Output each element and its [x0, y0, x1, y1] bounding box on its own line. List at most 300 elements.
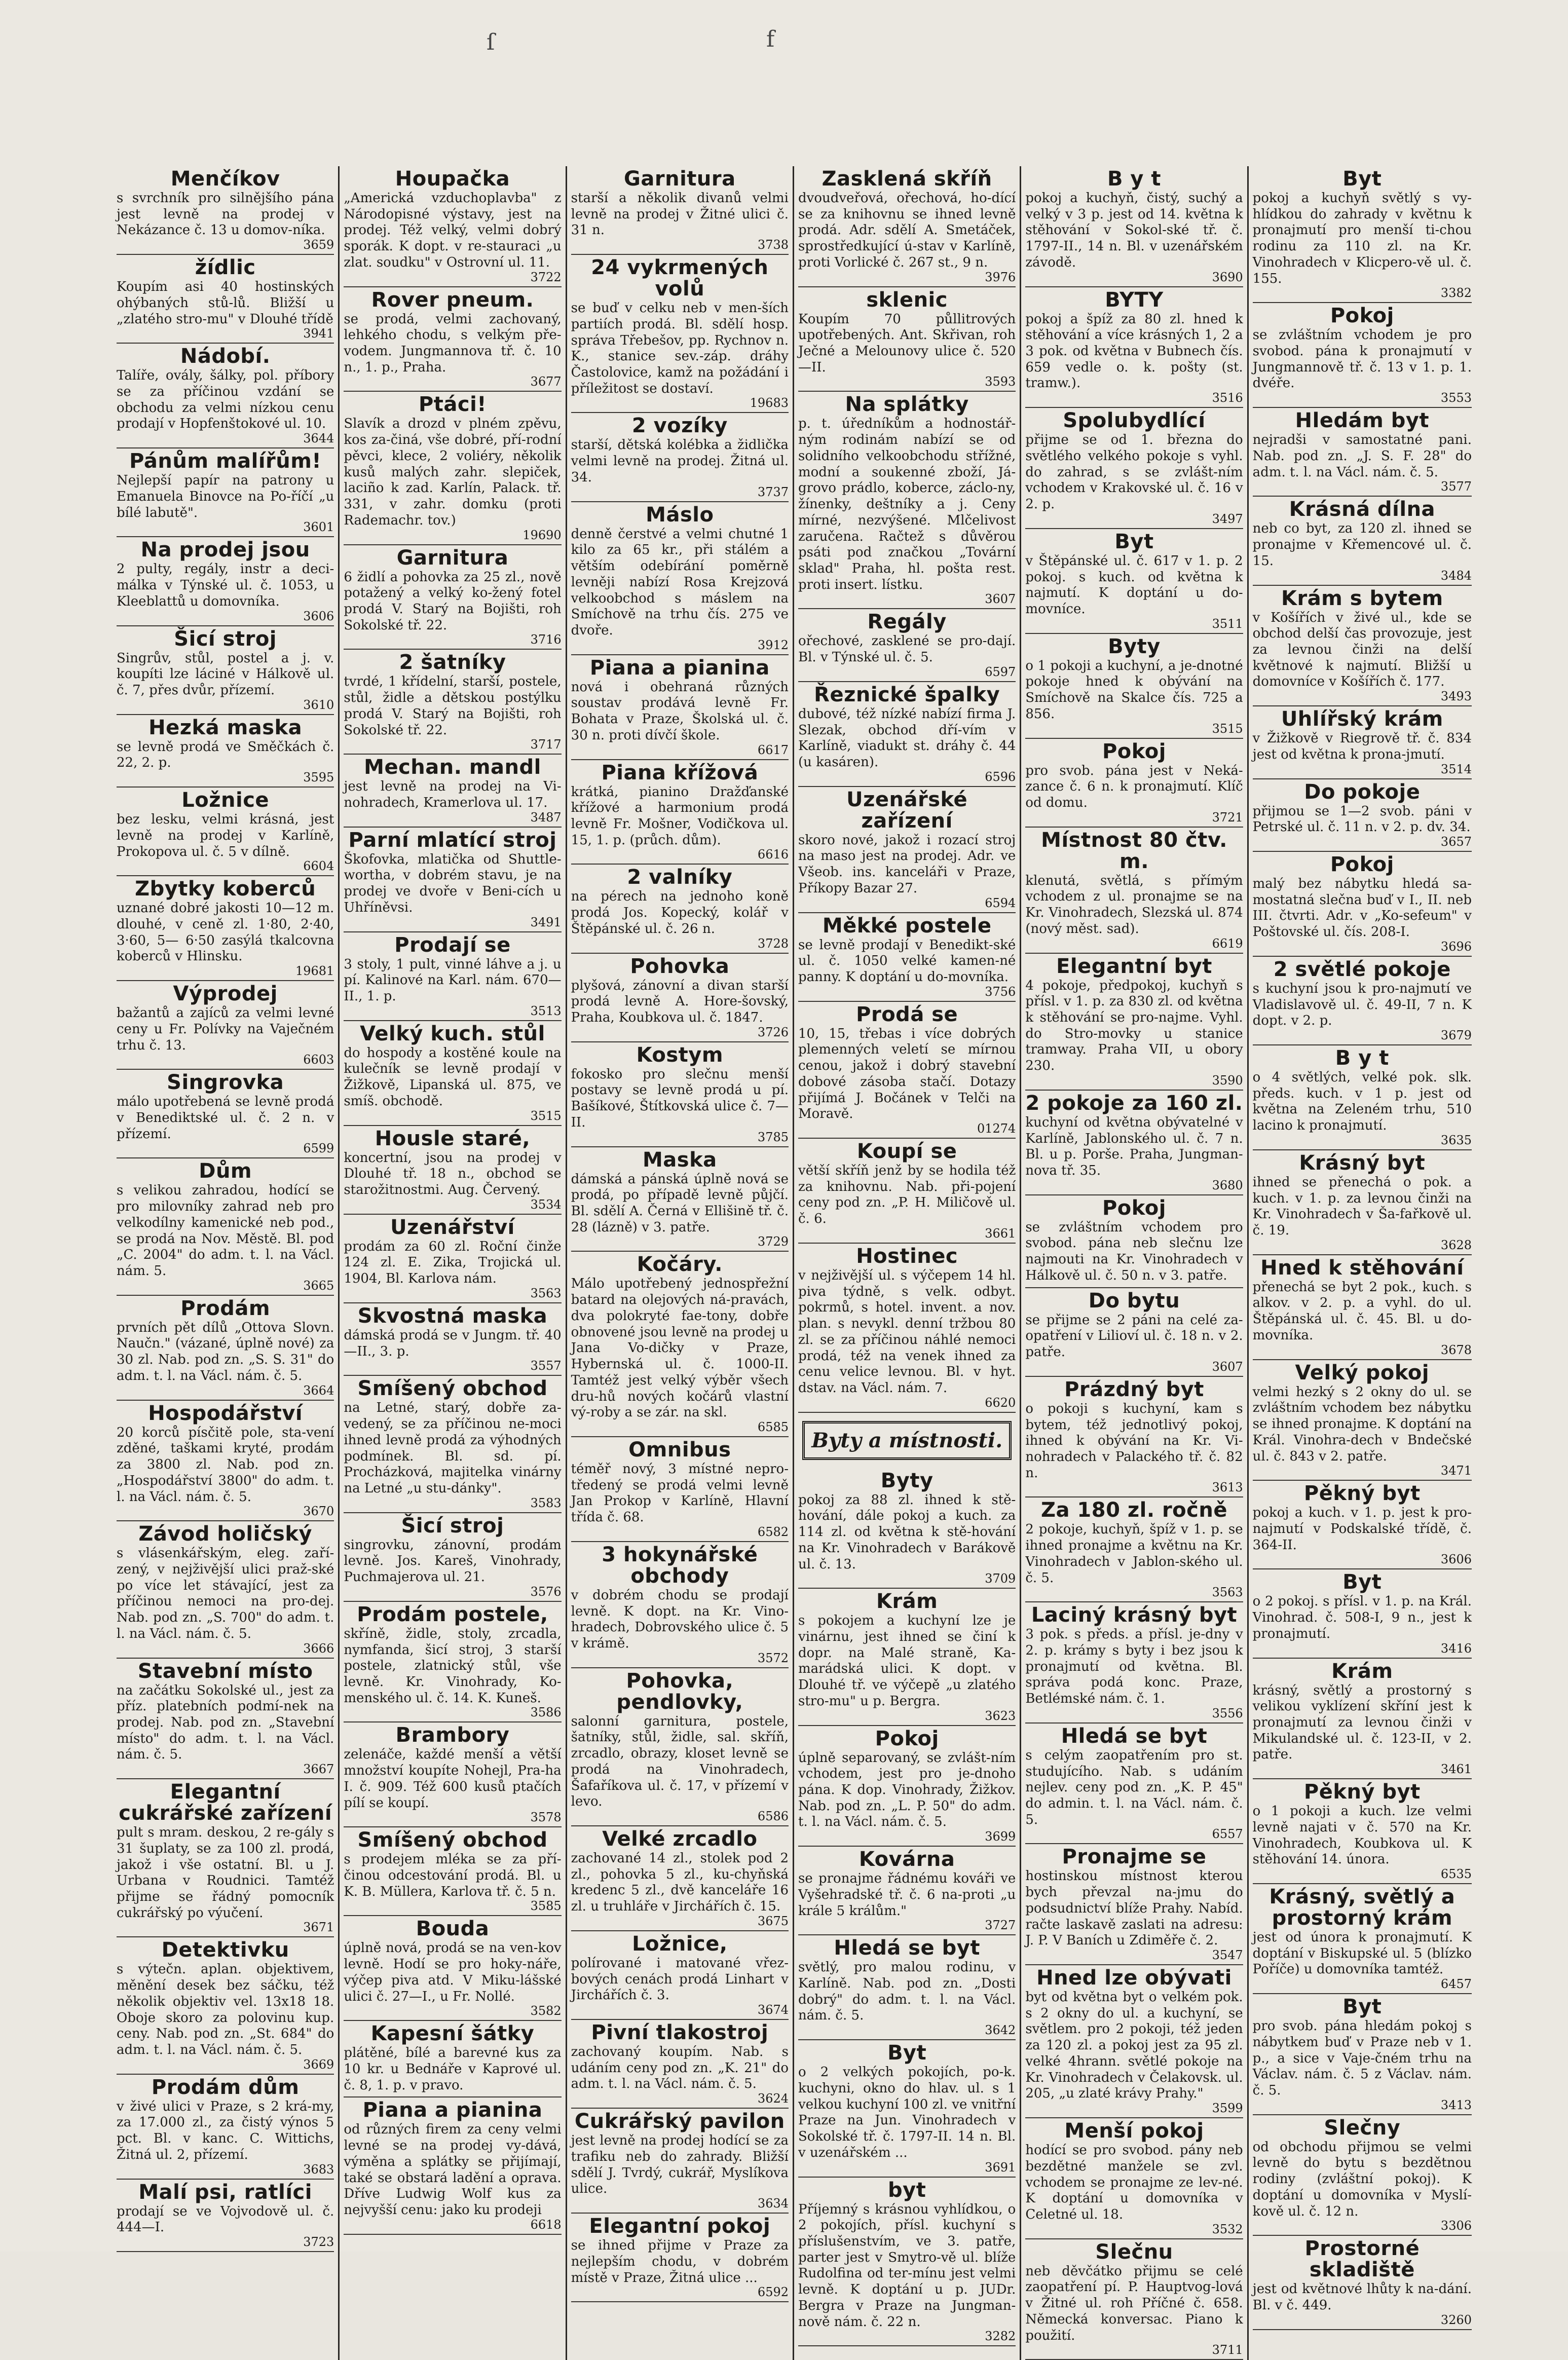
ad-number: 3514	[1440, 762, 1472, 776]
ad-title: Hned k stěhování	[1260, 1256, 1464, 1280]
ad-number: 3306	[1440, 2219, 1472, 2233]
ad-body: pro svob. pána jest v Neká-zance č. 6 n. k pronajmutí. Klíč od domu.	[1025, 763, 1243, 810]
ad-number: 3623	[985, 1708, 1016, 1723]
ad-number: 3572	[757, 1651, 789, 1665]
ad-number: 3484	[1440, 568, 1472, 583]
ad-body: o pokoji s kuchyní, kam s bytem, též jednotlivý pokoj, ihned k obývání na Kr. Vi-nohradech v Palackého tř. č. 82 n.	[1025, 1401, 1243, 1481]
ad-body: pult s mram. deskou, 2 re-gály s 31 šuplaty, se za 100 zl. prodá, jakož i vše ostatní. Bl. u J. Urbana v Roudnici. Tamtéž přijme se řádný pomocník cukrářský po výučení.	[117, 1825, 334, 1921]
classified-ad	[344, 1916, 561, 2021]
ad-title: Garnitura	[624, 167, 736, 191]
classified-ad	[117, 876, 334, 981]
ad-title: Zasklená skříň	[822, 167, 992, 191]
ad-body: dámská a pánská úplně nová se prodá, po případě levně půjčí. Bl. sdělí A. Černá v Ellišině tř. č. 28 (lázně) v 3. patře.	[571, 1171, 789, 1235]
ad-title: Houpačka	[395, 167, 510, 191]
classified-ad	[1025, 408, 1243, 529]
edge-mark-left: ſ	[487, 29, 495, 55]
ad-body: se pronajme řádnému kováři ve Vyšehradské tř. č. 6 na-proti „u krále 5 králům."	[798, 1871, 1016, 1919]
ad-body: nová i obehraná různých soustav prodává levně Fr. Bohata v Praze, Školská ul. č. 30 n. proti dívčí škole.	[571, 679, 789, 743]
column-2	[340, 166, 567, 2360]
ad-title: Kočáry.	[637, 1253, 723, 1277]
ad-title: Řeznické špalky	[814, 683, 1000, 706]
ad-title: Do bytu	[1088, 1289, 1180, 1313]
ad-number: 3607	[985, 592, 1016, 607]
ad-number: 3491	[530, 915, 562, 929]
classified-ad	[344, 755, 561, 827]
ad-title: Prodám postele,	[357, 1602, 548, 1626]
ad-title: 2 valníky	[627, 866, 733, 889]
ad-body: s velikou zahradou, hodící se pro milovníky zahrad neb pro velkodílny kamenické neb pod., se prodá na Nov. Městě. Bl. pod „C. 2004" do adm. t. l. na Václ. nám. 5.	[117, 1183, 334, 1279]
classified-ad	[344, 1722, 561, 1827]
ad-body: v živé ulici v Praze, s 2 krá-my, za 17.000 zl., za čistý výnos 5 pct. Bl. v kanc. C. Wittichs, Žitná ul. 2, přízemí.	[117, 2099, 334, 2162]
classified-ad	[344, 287, 561, 392]
ad-title: Pokoj	[875, 1727, 939, 1750]
ad-body: pokoj a špíž za 80 zl. hned k stěhování a více krásných 1, 2 a 3 pok. od května v Bubnech čís. 659 vedle o. k. pošty (st. tramw.).	[1025, 311, 1243, 391]
ad-title: Pěkný byt	[1303, 1780, 1421, 1804]
column-6	[1249, 166, 1476, 2360]
ad-title: Krásný, světlý a prostorný krám	[1269, 1885, 1455, 1930]
ad-body: v Košířích v živé ul., kde se obchod delší čas provozuje, jest za levnou činži na delší květnové k najmutí. Bližší u domovníce v Košířích č. 177.	[1252, 610, 1472, 690]
ad-number: 3723	[303, 2235, 334, 2250]
classified-ad	[1025, 287, 1243, 408]
classified-ad	[798, 1935, 1016, 2040]
ad-title: Velký kuch. stůl	[360, 1022, 545, 1045]
ad-number: 3578	[530, 1810, 562, 1825]
ad-number: 6592	[757, 2285, 789, 2300]
ad-number: 3659	[303, 238, 334, 252]
ad-title: Byty	[880, 1469, 934, 1492]
classified-ad	[117, 1296, 334, 1401]
ad-number: 3690	[1212, 270, 1243, 284]
column-3	[567, 166, 794, 2360]
ad-body: o 2 velkých pokojích, po-k. kuchyni, okno do hlav. ul. s 1 velkou kuchyní 100 zl. ve vnitřní Praze na Jun. Vinohradech v Sokolské tř. č. 1797-II. 14 n. Bl. v uzenářském ...	[798, 2065, 1016, 2160]
ad-body: Koupím 70 půllitrových upotřebených. Ant. Skřivan, roh Ječné a Melounovy ulice č. 520—II.	[798, 311, 1016, 375]
classified-ad	[1253, 303, 1472, 408]
ad-body: velmi hezký s 2 okny do ul. se zvláštním vchodem bez nábytku se ihned pronajme. K doptání na Král. Vinohra-dech v Bndečské ul. č. 843 v 2. patře.	[1252, 1384, 1472, 1464]
ad-number: 3669	[303, 2057, 334, 2072]
ad-body: malý bez nábytku hledá sa-mostatná slečna buď v I., II. neb III. čtvrti. Adr. v „Ko-sefeum" v Poštovské ul. čís. 208-I.	[1252, 876, 1472, 940]
ad-body: s kuchyní jsou k pro-najmutí ve Vladislavově ul. č. 49-II, 7 n. K dopt. v 2. p.	[1252, 981, 1472, 1029]
ad-body: o 2 pokoj. s přísl. v 1. p. na Král. Vinohrad. č. 508-I, 9 n., jest k pronajmutí.	[1252, 1594, 1472, 1641]
column-4	[794, 166, 1021, 2360]
ad-body: bez lesku, velmi krásná, jest levně na prodej v Karlíně, Prokopova ul. č. 5 v dílně.	[117, 812, 334, 859]
classified-ad	[1253, 1779, 1472, 1884]
ad-body: prvních pět dílů „Ottova Slovn. Naučn." (vázané, úplně nové) za 30 zl. Nab. pod zn. „S. S. 31" do adm. t. l. na Václ. nám. č. 5.	[117, 1320, 334, 1383]
ad-title: B y t	[1107, 167, 1162, 191]
ad-body: 4 pokoje, předpokoj, kuchyň s přísl. v 1. p. za 830 zl. od května k stěhování se pro-najme. Vyhl. do Stro-movky u stanice tramway. Praha VII, u obory 230.	[1025, 978, 1243, 1074]
classified-ad	[117, 1779, 334, 1937]
classified-ad	[571, 2214, 789, 2302]
ad-title: Elegantní cukrářské zařízení	[119, 1780, 332, 1825]
classified-ad	[798, 787, 1016, 913]
classified-ad	[1025, 1724, 1243, 1845]
ad-number: 3563	[1212, 1585, 1243, 1600]
classified-ad	[344, 166, 561, 287]
ad-number: 6620	[985, 1395, 1016, 1410]
classified-ad	[117, 255, 334, 344]
ad-title: Byt	[1114, 530, 1154, 553]
ad-number: 3563	[530, 1286, 562, 1300]
ad-title: Hledám byt	[1295, 409, 1430, 433]
ad-title: BYTY	[1105, 288, 1164, 312]
classified-ad	[571, 954, 789, 1042]
ad-title: 2 světlé pokoje	[1273, 957, 1451, 981]
ad-body: úplně nová, prodá se na ven-kov levně. Hodí se pro hoky-náře, výčep piva atd. V Miku-lášské ulici č. 27—I., u Fr. Nollé.	[344, 1940, 562, 2004]
ad-number: 3601	[303, 520, 334, 535]
ad-number: 3721	[1212, 810, 1243, 825]
ad-body: hostinskou místnost kterou bych převzal na-jmu do podsudnictví blíže Prahy. Nabíd. račte laskavě zaslati na adresu: J. P. V Baních u Zdiměře č. 2.	[1025, 1868, 1243, 1949]
ad-title: 2 vozíky	[631, 414, 728, 438]
ad-number: 3585	[530, 1899, 562, 1914]
ad-title: Parní mlatící stroj	[348, 828, 557, 852]
section-banner: Byty a místnosti.	[802, 1421, 1012, 1460]
ad-number: 3610	[303, 697, 334, 712]
ad-title: Kostym	[636, 1043, 724, 1067]
classified-ad	[571, 760, 789, 865]
ad-title: Slečny	[1324, 2116, 1401, 2140]
ad-number: 3583	[530, 1495, 562, 1510]
classified-ad	[1253, 1255, 1472, 1360]
ad-body: se levně prodají v Benedikt-ské ul. č. 1050 velké kamen-né panny. K doptání u do-movníka.	[798, 937, 1016, 985]
classified-ad	[571, 166, 789, 255]
ad-title: Na splátky	[845, 393, 969, 417]
ad-number: 3599	[1212, 2101, 1243, 2116]
ad-body: se levně prodá ve Směčkách č. 22, 2. p.	[117, 739, 334, 771]
ad-number: 3683	[303, 2162, 334, 2177]
classified-ad	[1253, 166, 1472, 303]
ad-title: Cukrářský pavilon	[574, 2110, 785, 2133]
ad-body: tvrdé, 1 křídelní, starší, postele, stůl, židle a dětskou postýlku prodá V. Starý na Bojišti, roh Sokolské tř. 22.	[344, 674, 562, 738]
ad-number: 3679	[1440, 1028, 1472, 1042]
ad-title: Smíšený obchod	[357, 1828, 548, 1852]
ad-body: „Americká vzduchoplavba" z Národopisné výstavy, jest na prodej. Též velký, velmi dobrý sporák. K dopt. v re-stauraci „u zlat. soudku" v Ostrovní ul. 11.	[344, 191, 562, 270]
classified-ad	[1025, 1195, 1243, 1288]
classified-ad	[571, 2020, 789, 2109]
ad-number: 3515	[530, 1108, 562, 1123]
ad-number: 3680	[1212, 1178, 1243, 1192]
ad-body: krásný, světlý a prostorný s velikou vyklízení skříní jest k pronajmutí za levnou činži v Mikulandské ul. č. 123-II, v 2. patře.	[1252, 1682, 1472, 1763]
ad-number: 3726	[757, 1025, 789, 1039]
ad-number: 3729	[757, 1234, 789, 1249]
ad-title: Regály	[867, 610, 947, 634]
ad-title: Byty	[1108, 634, 1161, 658]
classified-ad	[571, 255, 789, 413]
classified-ad	[571, 502, 789, 655]
ad-body: kuchyní od května obývatelné v Karlíně, Jablonského ul. č. 7 n. Bl. u p. Porše. Praha, Jungman-nova tř. 35.	[1025, 1114, 1243, 1179]
ad-number: 3644	[303, 431, 334, 446]
ad-body: prodám za 60 zl. Roční činže 124 zl. E. Zika, Trojická ul. 1904, Bl. Karlova nám.	[344, 1239, 562, 1287]
ad-number: 19690	[522, 528, 562, 542]
classified-ad	[798, 609, 1016, 682]
ad-title: Hledá se byt	[834, 1936, 980, 1960]
ad-body: přijmou se 1—2 svob. páni v Petrské ul. č. 11 n. v 2. p. dv. 34.	[1252, 803, 1472, 835]
ad-title: 2 šatníky	[399, 651, 506, 675]
ad-number: 3461	[1440, 1762, 1472, 1777]
ad-number: 6594	[985, 895, 1016, 910]
ad-body: pro svob. pána hledám pokoj s nábytkem buď v Praze neb v 1. p., a sice v Vaje-čném trhu na Václav. nám. č. 5 z Václav. nám. č. 5.	[1252, 2018, 1472, 2099]
ad-body: skoro nové, jakož i rozací stroj na maso jest na prodej. Adr. ve Všeob. ins. kanceláři v Praze, Příkopy Bazar 27.	[798, 832, 1016, 896]
ad-body: přenechá se byt 2 pok., kuch. s alkov. v 2. p. a vyhl. do ul. Štěpánská ul. č. 45. Bl. u do-movníka.	[1252, 1279, 1472, 1343]
classified-ad	[1025, 1377, 1243, 1498]
ad-body: salonní garnitura, postele, šatníky, stůl, židle, sal. skříň, zrcadlo, obrazy, kloset levně se prodá na Vinohradech, Šafaříkova ul. č. 17, v přízemí v levo.	[571, 1713, 789, 1810]
ad-body: krátká, pianino Dražďanské křížové a harmonium prodá levně Fr. Mošner, Vodičkova ul. 15, 1. p. (průch. dům).	[571, 784, 789, 848]
ad-body: koncertní, jsou na prodej v Dlouhé tř. 18 n., obchod se starožitnostmi. Aug. Červený.	[344, 1150, 562, 1198]
ad-body: Škofovka, mlatička od Shuttle-wortha, v dobrém stavu, je na prodej ve dvoře v Beni-cích u Uhříněvsi.	[344, 851, 562, 915]
ad-title: Ložnice,	[632, 1932, 728, 1956]
ad-title: Laciný krásný byt	[1031, 1603, 1238, 1627]
ad-title: Pivní tlakostroj	[591, 2021, 769, 2045]
classified-ad	[1025, 1965, 1243, 2118]
classified-ad	[571, 1542, 789, 1668]
ad-number: 6582	[757, 1524, 789, 1539]
ad-number: 6596	[985, 769, 1016, 784]
classified-ad	[117, 2180, 334, 2252]
classified-ad	[1253, 1360, 1472, 1481]
classified-ad	[798, 1589, 1016, 1726]
ad-title: B y t	[1335, 1046, 1389, 1070]
ad-number: 3582	[530, 2004, 562, 2018]
ad-title: Omnibus	[628, 1438, 731, 1462]
classified-ad	[344, 650, 561, 755]
classified-ad	[798, 1002, 1016, 1139]
classified-ad	[571, 1252, 789, 1437]
ad-title: Šicí stroj	[401, 1514, 504, 1538]
classified-ad	[117, 1401, 334, 1522]
ad-body: neb děvčátko přijmu se celé zaopatření pí. P. Hauptvog-lová v Žitné ul. roh Příčné č. 658. Německá konversac. Piano k použití.	[1025, 2263, 1243, 2343]
ad-body: se ihned přijme v Praze za nejlepším chodu, v dobrém místě v Praze, Žitná ulice ...	[571, 2238, 789, 2286]
ad-body: bažantů a zajíců za velmi levné ceny u Fr. Polívky na Vaječném trhu č. 13.	[117, 1005, 334, 1053]
ad-body: na Letné, starý, dobře za-vedený, se za příčinou ne-moci ihned levně prodá za výhodných podmínek. Bl. sd. pí. Procházková, majitelka vinárny na Letné „u stu-dánky".	[344, 1400, 562, 1496]
ad-number: 19683	[750, 396, 789, 410]
ad-title: Pronajme se	[1062, 1845, 1207, 1869]
ad-title: Měkké postele	[822, 914, 992, 938]
classified-ad	[1025, 1497, 1243, 1602]
ad-body: plyšová, zánovní a divan starší prodá levně A. Hore-šovský, Praha, Koubkova ul. č. 1847.	[571, 978, 789, 1025]
ad-title: Housle staré,	[375, 1127, 531, 1150]
classified-ad	[1025, 634, 1243, 739]
ad-number: 3699	[985, 1829, 1016, 1844]
ad-body: starší, dětská kolébka a židlička velmi levně na prodej. Žitná ul. 34.	[571, 437, 789, 485]
ad-body: úplně separovaný, se zvlášt-ním vchodem, jest pro je-dnoho pána. K dop. Vinohrady, Žižkov. Nab. pod zn. „L. P. 50" do adm. t. l. na Václ. nám. č. 5.	[798, 1750, 1016, 1830]
ad-title: Výprodej	[173, 982, 278, 1006]
ad-title: Ložnice	[181, 789, 270, 812]
ad-number: 6586	[757, 1809, 789, 1823]
classified-ad	[344, 932, 561, 1021]
ad-title: Pohovka	[630, 954, 730, 978]
ad-body: s svrchník pro silnějšího pána jest levně na prodej v Nekázance č. 13 u domov-níka.	[117, 191, 334, 238]
classified-ad	[1025, 1602, 1243, 1724]
ad-title: Prázdný byt	[1064, 1377, 1204, 1401]
ad-title: Hezká maska	[148, 716, 303, 739]
ad-number: 6457	[1440, 1977, 1472, 1992]
ad-number: 3593	[985, 374, 1016, 389]
ad-body: Koupím asi 40 hostinských ohýbaných stů-lů. Bližší u „zlatého stro-mu" v Dlouhé třídě	[117, 279, 334, 327]
ad-title: Pokoj	[1330, 304, 1394, 328]
ad-number: 3515	[1212, 721, 1243, 736]
ad-body: p. t. úředníkům a hodnostář-ným rodinám nabízí se od solidního velkoobchodu střížné, modní a soukenné zboží, Já-grovo prádlo, koberce, záclo-ny, žínenky, deštníky a j. Ceny mírné, nezvýšené. Mlčelivost zaručena. Račtež s důvěrou psáti pod značkou „Tovární sklad" Praha, hl. pošta rest. proti insert. lístku.	[798, 416, 1016, 592]
ad-title: Piana a pianina	[589, 656, 770, 680]
ad-number: 3607	[1212, 1359, 1243, 1374]
ad-number: 3727	[985, 1918, 1016, 1933]
ad-number: 3976	[985, 270, 1016, 284]
classified-ad	[344, 1215, 561, 1303]
ad-title: Mechan. mandl	[364, 756, 541, 779]
ad-body: prodají se ve Vojvodově ul. č. 444—I.	[117, 2203, 334, 2235]
classified-ad	[798, 287, 1016, 392]
ad-number: 3756	[985, 984, 1016, 999]
classified-ad	[117, 344, 334, 448]
ad-number: 6618	[530, 2217, 562, 2232]
classified-ad	[344, 1513, 561, 1602]
ad-body: Málo upotřebený jednospřežní batard na olejových ná-pravách, dva polokryté fae-tony, dobře obnovené jsou levně na prodej u Jana Vo-dičky v Praze, Hybernská ul. č. 1000-II. Tamtéž jest velký výběr všech dru-hů nových kočárů vlastní vý-roby a se zár. na skl.	[571, 1276, 789, 1420]
ad-title: Pěkný byt	[1303, 1482, 1421, 1506]
ad-number: 3576	[530, 1584, 562, 1599]
ad-title: 2 pokoje za 160 zl.	[1025, 1091, 1243, 1115]
classified-ad	[798, 1468, 1016, 1589]
ad-title: Piana křížová	[601, 761, 759, 784]
ad-number: 3674	[757, 2003, 789, 2017]
ad-body: pokoj a kuchyň světlý s vy-hlídkou do zahrady v květnu k pronajmutí pro menší ti-chou rodinu za 110 zl. na Kr. Vinohradech v Klicpero-vě ul. č. 155.	[1252, 191, 1472, 286]
ad-body: o 4 světlých, velké pok. slk. předs. kuch. v 1 p. jest od května na Zeleném trhu, 510 lacino k pronajmutí.	[1252, 1070, 1472, 1134]
ad-title: Pánům malířům!	[129, 449, 322, 473]
classified-ad	[344, 1376, 561, 1513]
ad-number: 3722	[530, 270, 562, 284]
ad-title: Rover pneum.	[371, 288, 534, 312]
ad-body: 2 pulty, regály, instr a deci-málka v Týnské ul. č. 1053, u Kleeblattů u domovníka.	[117, 561, 334, 609]
ad-number: 3606	[1440, 1552, 1472, 1567]
classified-ad	[1253, 852, 1472, 957]
ad-number: 3642	[985, 2023, 1016, 2038]
ad-body: 2 pokoje, kuchyň, špíž v 1. p. se ihned pronajme a květnu na Kr. Vinohradech v Jablon-ského ul. č. 5.	[1025, 1522, 1243, 1586]
ad-number: 3675	[757, 1914, 789, 1928]
ad-number: 3671	[303, 1920, 334, 1935]
classified-ad	[1025, 2239, 1243, 2360]
ad-title: Prodám dům	[151, 2075, 300, 2099]
ad-body: s celým zaopatřením pro st. studujícího. Nab. s udáním nejlev. ceny pod zn. „K. P. 45" do admin. t. l. na Václ. nám. č. 5.	[1025, 1747, 1243, 1827]
classified-ad	[798, 1139, 1016, 1244]
ad-title: Smíšený obchod	[357, 1377, 548, 1401]
ad-number: 3628	[1440, 1238, 1472, 1252]
ad-title: Pokoj	[1330, 852, 1394, 876]
classified-ad	[1025, 739, 1243, 828]
ad-number: 3661	[985, 1226, 1016, 1241]
classified-ad	[117, 1659, 334, 1780]
classified-ad	[571, 655, 789, 760]
classified-ad	[117, 2075, 334, 2180]
ad-title: Krám	[1331, 1659, 1393, 1683]
ad-title: Garnitura	[396, 546, 509, 570]
ad-title: Nádobí.	[180, 345, 271, 368]
ad-title: Dům	[199, 1159, 252, 1183]
classified-ad	[344, 828, 561, 932]
classified-ad	[344, 545, 561, 650]
ad-number: 3553	[1440, 391, 1472, 405]
ad-title: Hledá se byt	[1061, 1724, 1208, 1748]
ad-title: Krám s bytem	[1281, 586, 1443, 610]
ad-body: na začátku Sokolské ul., jest za příz. platebních podmí-nek na prodej. Nab. pod zn. „Stavební místo" do adm. t. l. na Václ. nám. č. 5.	[117, 1682, 334, 1763]
ad-body: Slavík a drozd v plném zpěvu, kos za-činá, vše dobré, pří-rodní pěvci, klece, 2 voliéry, několik kusů malých zahr. slepiček, laciño k zad. Karlín, Palack. tř. 331, v zahr. domku (proti Rademachr. tov.)	[344, 416, 562, 528]
ad-number: 3606	[303, 609, 334, 623]
ad-body: uznané dobré jakosti 10—12 m. dlouhé, v ceně zl. 1·80, 2·40, 3·60, 5— 6·50 zasýlá tkalcovna koberců v Hlinsku.	[117, 901, 334, 964]
ad-number: 3711	[1212, 2343, 1243, 2357]
classified-ad	[117, 166, 334, 255]
ad-body: 3 stoly, 1 pult, vinné láhve a j. u pí. Kalinové na Karl. nám. 670—II., 1. p.	[344, 956, 562, 1004]
ad-body: skříně, židle, stoly, zrcadla, nymfanda, šicí stroj, 3 starší postele, zlatnický stůl, vše levně. Kr. Vinohrady, Ko-menského ul. č. 14. K. Kuneš.	[344, 1626, 562, 1706]
classified-ad	[798, 913, 1016, 1002]
ad-number: 3728	[757, 936, 789, 951]
ad-body: od obchodu přijmou se velmi levně do bytu s bezdětnou rodiny (zvláštní pokoj). K doptání u domovníka v Myslí-kově ul. č. 12 n.	[1252, 2139, 1472, 2219]
ad-number: 3664	[303, 1383, 334, 1398]
classified-ad	[344, 1303, 561, 1376]
ad-title: Hospodářství	[148, 1401, 303, 1425]
ad-title: Velký pokoj	[1295, 1361, 1430, 1384]
ad-body: 3 pok. s předs. a přísl. je-dny v 2. p. krámy s byty i bez jsou k pronajmutí od května. Bl. správa podá konc. Praze, Betlémské nám. č. 1.	[1025, 1627, 1243, 1707]
ad-body: klenutá, světlá, s přímým vchodem z ul. pronajme se na Kr. Vinohradech, Slezská ul. 874 (nový měst. sad).	[1025, 873, 1243, 936]
ad-body: do hospody a kostěné koule na kulečník se levně prodají v Žižkově, Lipanská ul. 875, ve smíš. obchodě.	[344, 1045, 562, 1109]
ad-number: 3666	[303, 1641, 334, 1656]
ad-title: Uhlířský krám	[1281, 707, 1443, 731]
ad-number: 3282	[985, 2329, 1016, 2344]
classified-ad	[1025, 1091, 1243, 1195]
ad-body: v nejživější ul. s výčepem 14 hl. piva týdně, s velk. odbyt. pokrmů, s hotel. invent. a nov. plan. s nevykl. denní tržbou 80 zl. se za příčinou náhlé nemoci prodá, též na venek ihned za cenu velice levnou. Bl. v hyt. dstav. na Václ. nám. 7.	[798, 1267, 1016, 1396]
ad-body: dámská prodá se v Jungm. tř. 40—II., 3. p.	[344, 1327, 562, 1359]
ad-title: Prostorné skladiště	[1304, 2237, 1420, 2282]
ad-number: 3487	[530, 810, 562, 825]
classified-ad	[798, 166, 1016, 287]
ad-title: Krásná dílna	[1289, 498, 1436, 521]
classified-ad	[571, 1668, 789, 1826]
classified-ad	[1253, 1884, 1472, 1994]
classified-ad	[1253, 1481, 1472, 1569]
ad-body: se zvláštním vchodem pro svobod. pána neb slečnu lze najmouti na Kr. Vinohradech v Hálkově ul. č. 50 n. v 3. patře.	[1025, 1219, 1243, 1283]
classified-ad	[1253, 1659, 1472, 1780]
classified-ad	[1025, 828, 1243, 954]
ad-title: Ptáci!	[418, 393, 487, 417]
ad-body: se zvláštním vchodem je pro svobod. pána k pronajmutí v Jungmannově tř. č. 13 v 1. p. 1. dvéře.	[1252, 327, 1472, 391]
ad-title: Byt	[1342, 167, 1382, 191]
ad-title: Velké zrcadlo	[602, 1827, 758, 1851]
ad-body: o 1 pokoji a kuch. lze velmi levně najati v č. 570 na Kr. Vinohradech, Koubkova ul. K stěhování 14. února.	[1252, 1804, 1472, 1867]
ad-title: Malí psi, ratlíci	[138, 2180, 312, 2204]
classified-ad	[571, 1931, 789, 2020]
ad-title: Máslo	[646, 503, 714, 527]
ad-number: 3382	[1440, 286, 1472, 301]
ad-body: zelenáče, každé menší a větší množství koupíte Nohejl, Pra-ha I. č. 909. Též 600 kusů ptačích pílí se koupí.	[344, 1747, 562, 1811]
ad-body: jest od květnové lhůty k na-dání. Bl. v č. 449.	[1252, 2281, 1472, 2313]
ad-body: zachovaný koupím. Nab. s udáním ceny pod zn. „K. 21" do adm. t. l. na Václ. nám. č. 5.	[571, 2044, 789, 2092]
ad-number: 3737	[757, 484, 789, 499]
classified-ad	[1253, 497, 1472, 585]
ad-body: v Žižkově v Riegrově tř. č. 834 jest od května k prona-jmutí.	[1252, 731, 1472, 762]
ad-title: Piana a pianina	[362, 2099, 543, 2122]
classified-ad	[117, 788, 334, 876]
classified-ad	[1025, 1288, 1243, 1377]
ad-number: 3678	[1440, 1342, 1472, 1357]
ad-body: denně čerstvé a velmi chutné 1 kilo za 65 kr., při stálém a větším odebírání poměrně levněji nabízí Rosa Krejzová velkoobchod s máslem na Smíchově na trhu čís. 275 ve dvoře.	[571, 526, 789, 638]
ad-title: Uzenářství	[390, 1215, 515, 1239]
ad-title: Šicí stroj	[174, 627, 277, 651]
classified-ad	[344, 1126, 561, 1215]
ad-number: 3785	[757, 1130, 789, 1144]
ad-title: Pokoj	[1102, 1196, 1166, 1220]
ad-title: Maska	[642, 1148, 717, 1172]
ad-number: 3556	[1212, 1706, 1243, 1720]
ad-number: 3624	[757, 2091, 789, 2106]
classified-ad	[117, 537, 334, 626]
ad-body: se prodá, velmi zachovaný, lehkého chodu, s velkým pře-vodem. Jungmannova tř. č. 10 n., 1. p., Praha.	[344, 311, 562, 375]
classified-ad	[798, 392, 1016, 609]
classified-ad	[571, 865, 789, 953]
ad-title: Menší pokoj	[1064, 2119, 1204, 2143]
